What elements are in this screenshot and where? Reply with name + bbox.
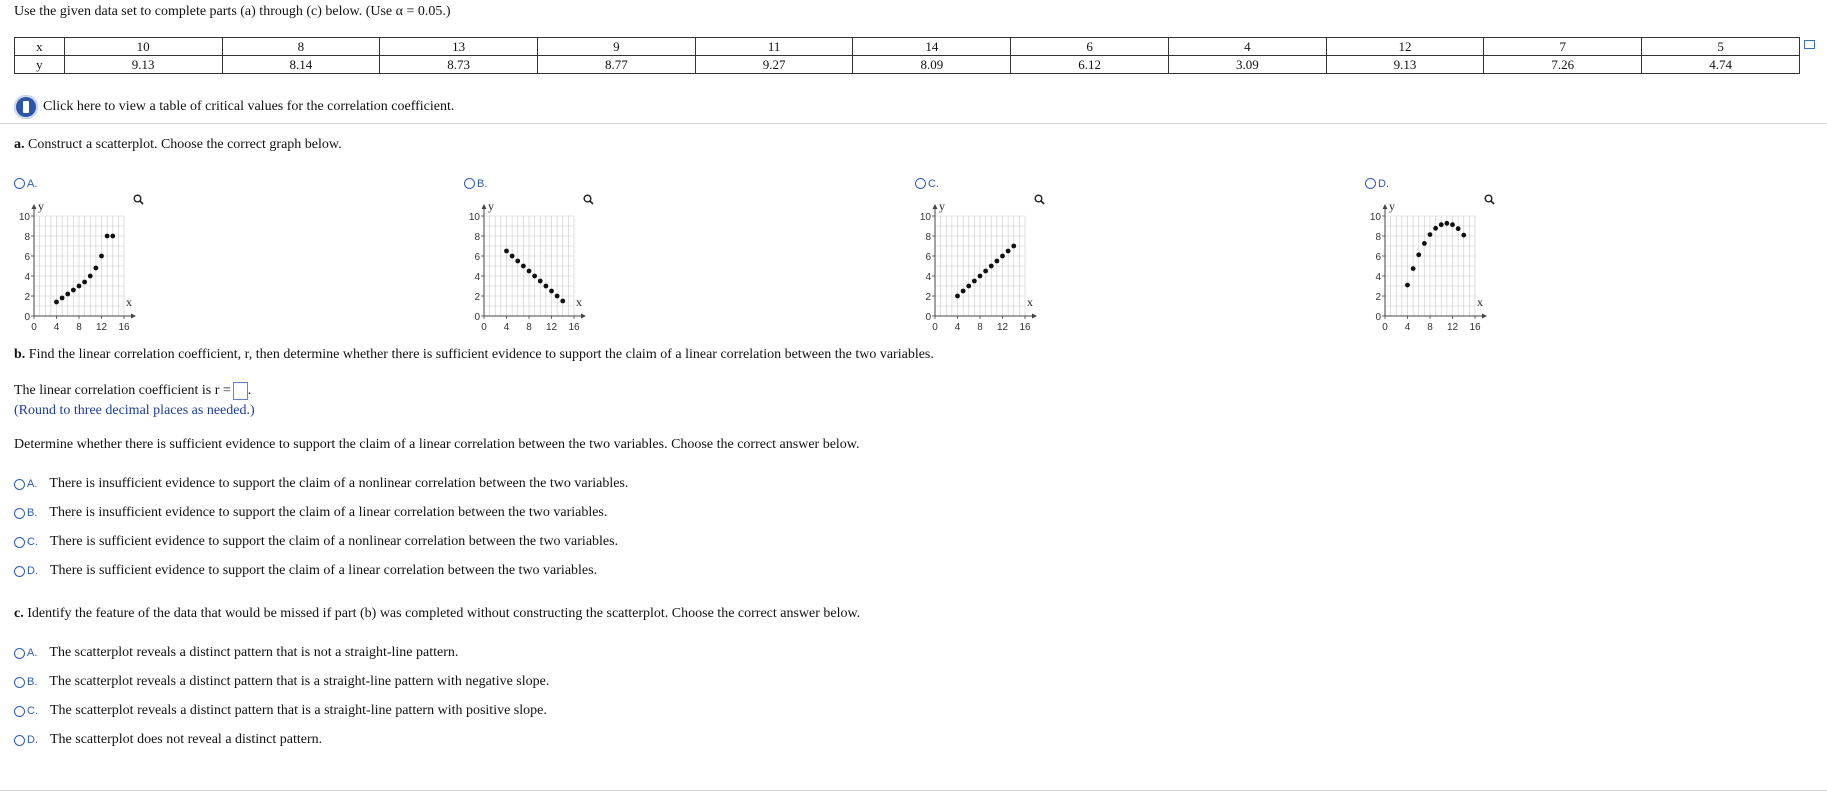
zoom-icon[interactable]: [1484, 194, 1495, 205]
option-text: There is insufficient evidence to support the claim of a linear correlation between the two variables.: [49, 505, 608, 520]
y-tick-label: 8: [925, 232, 931, 243]
part-b-question2: Determine whether there is sufficient evidence to support the claim of a linear correlation between the two variables. Choose the correct answer below.: [14, 437, 860, 452]
x-tick-label: 4: [954, 322, 961, 333]
part-b-option-a[interactable]: [14, 475, 628, 493]
y-axis-arrow: [933, 204, 938, 209]
y-tick-label: 8: [474, 232, 480, 243]
x-axis-label: x: [1027, 295, 1033, 309]
graph-option-b[interactable]: [464, 176, 594, 333]
table-cell: 11: [695, 38, 853, 56]
y-axis-arrow: [32, 204, 37, 209]
radio-button[interactable]: [1365, 178, 1376, 189]
x-axis-arrow: [581, 314, 586, 319]
x-tick-label: 8: [1427, 322, 1433, 333]
table-cell: 8.77: [538, 56, 696, 74]
option-text: The scatterplot reveals a distinct pattern that is a straight-line pattern with negative slope.: [49, 674, 550, 689]
zoom-icon[interactable]: [583, 194, 594, 205]
x-axis-label: x: [126, 295, 132, 309]
data-point: [983, 269, 988, 274]
data-point: [1011, 244, 1016, 249]
y-tick-label: 8: [1375, 232, 1381, 243]
r-prompt-row: The linear correlation coefficient is r = .: [14, 383, 252, 399]
graph-option-a[interactable]: [14, 176, 144, 333]
table-cell: 5: [1642, 38, 1800, 56]
option-text: The scatterplot does not reveal a distinct pattern.: [50, 732, 323, 747]
y-tick-label: 2: [925, 292, 931, 303]
part-b-option-b[interactable]: [14, 504, 607, 522]
option-letter: C.: [27, 705, 38, 717]
bottom-divider: [0, 790, 1827, 791]
part-c-option-c[interactable]: [14, 702, 547, 720]
x-tick-label: 4: [1404, 322, 1411, 333]
radio-button[interactable]: [14, 566, 25, 577]
data-point: [538, 279, 543, 284]
y-tick-label: 4: [925, 272, 931, 283]
data-point: [65, 292, 70, 297]
radio-button[interactable]: [14, 735, 25, 746]
option-text: The scatterplot reveals a distinct pattern that is a straight-line pattern with positive slope.: [50, 703, 547, 718]
data-point: [543, 284, 548, 289]
y-tick-label: 4: [1375, 272, 1381, 283]
popout-table-icon[interactable]: [1804, 40, 1815, 49]
y-tick-label: 10: [18, 212, 30, 223]
x-axis-arrow: [1032, 314, 1037, 319]
data-point: [549, 289, 554, 294]
graph-option-c[interactable]: [915, 176, 1045, 333]
radio-button[interactable]: [14, 479, 25, 490]
table-header-x: x: [15, 38, 65, 56]
data-point: [1450, 222, 1455, 227]
data-point: [955, 294, 960, 299]
part-c-option-d[interactable]: [14, 731, 322, 749]
y-axis-arrow: [482, 204, 487, 209]
table-cell: 8: [222, 38, 380, 56]
y-tick-label: 10: [468, 212, 480, 223]
book-icon[interactable]: [14, 95, 38, 119]
part-b-text: Find the linear correlation coefficient, r, then determine whether there is sufficient evidence to support the claim of a linear correlation between the two variables.: [28, 347, 934, 362]
x-tick-label: 4: [53, 322, 60, 333]
part-b-option-d[interactable]: [14, 562, 597, 580]
part-c-question: [14, 606, 860, 622]
data-point: [972, 279, 977, 284]
y-tick-label: 10: [1369, 212, 1381, 223]
data-point: [60, 296, 65, 301]
data-point: [1439, 222, 1444, 227]
part-c-option-b[interactable]: [14, 673, 549, 691]
data-point: [105, 234, 110, 239]
graph-option-d[interactable]: [1365, 176, 1495, 333]
x-tick-label: 0: [1382, 322, 1388, 333]
y-tick-label: 6: [925, 252, 931, 263]
y-tick-label: 6: [1375, 252, 1381, 263]
x-tick-label: 16: [1469, 322, 1481, 333]
y-tick-label: 0: [474, 312, 480, 323]
table-cell: 3.09: [1168, 56, 1326, 74]
radio-button[interactable]: [14, 677, 25, 688]
y-tick-label: 2: [474, 292, 480, 303]
divider: [0, 123, 1827, 124]
data-point: [527, 269, 532, 274]
y-axis-label: y: [488, 199, 494, 213]
data-point: [54, 300, 59, 305]
table-cell: 4.74: [1642, 56, 1800, 74]
table-header-y: y: [15, 56, 65, 74]
zoom-icon[interactable]: [1034, 194, 1045, 205]
x-tick-label: 16: [1019, 322, 1031, 333]
r-prompt: The linear correlation coefficient is r =: [14, 383, 231, 399]
part-c-option-a[interactable]: [14, 644, 458, 662]
table-cell: 8.73: [380, 56, 538, 74]
part-c-text: Identify the feature of the data that would be missed if part (b) was completed without constructing the scatterplot. Choose the correct answer below.: [27, 606, 861, 621]
part-b-label: b.: [14, 347, 26, 362]
x-tick-label: 16: [568, 322, 580, 333]
option-letter: A.: [27, 647, 38, 659]
y-tick-label: 6: [24, 252, 30, 263]
radio-button[interactable]: [14, 178, 25, 189]
x-axis-arrow: [1482, 314, 1487, 319]
x-tick-label: 8: [977, 322, 983, 333]
x-tick-label: 12: [545, 322, 558, 333]
table-cell: 8.14: [222, 56, 380, 74]
table-cell: 7: [1484, 38, 1642, 56]
option-letter: B.: [477, 177, 488, 190]
round-note: (Round to three decimal places as needed.): [14, 403, 255, 418]
x-tick-label: 16: [118, 322, 130, 333]
scatterplot-a: [10, 194, 150, 334]
table-cell: 13: [380, 38, 538, 56]
x-tick-label: 8: [526, 322, 532, 333]
data-point: [93, 266, 98, 271]
data-point: [1000, 254, 1005, 259]
table-cell: 14: [853, 38, 1011, 56]
table-cell: 7.26: [1484, 56, 1642, 74]
option-letter: A.: [27, 478, 38, 490]
radio-button[interactable]: [14, 706, 25, 717]
data-point: [1456, 226, 1461, 231]
zoom-icon[interactable]: [133, 194, 144, 205]
y-tick-label: 4: [24, 272, 30, 283]
option-text: There is insufficient evidence to support the claim of a nonlinear correlation between the two variables.: [49, 476, 629, 491]
x-tick-label: 0: [481, 322, 487, 333]
option-letter: A.: [27, 177, 38, 190]
scatterplot-d: [1361, 194, 1501, 334]
data-table: [14, 37, 1800, 74]
x-tick-label: 12: [95, 322, 108, 333]
option-text: There is sufficient evidence to support the claim of a nonlinear correlation between the two variables.: [50, 534, 619, 549]
data-point: [994, 259, 999, 264]
data-point: [88, 274, 93, 279]
x-axis-arrow: [131, 314, 136, 319]
radio-button[interactable]: [14, 648, 25, 659]
y-tick-label: 4: [474, 272, 480, 283]
x-axis-label: x: [576, 295, 582, 309]
y-tick-label: 10: [919, 212, 931, 223]
radio-button[interactable]: [14, 508, 25, 519]
data-point: [1006, 249, 1011, 254]
option-letter: C.: [27, 536, 38, 548]
data-point: [978, 274, 983, 279]
data-point: [77, 284, 82, 289]
data-point: [961, 289, 966, 294]
table-cell: 9: [538, 38, 696, 56]
scatterplot-c: [911, 194, 1051, 334]
data-point: [71, 288, 76, 293]
y-axis-label: y: [939, 199, 945, 213]
table-cell: 12: [1326, 38, 1484, 56]
data-point: [1416, 252, 1421, 257]
x-tick-label: 4: [503, 322, 510, 333]
y-tick-label: 0: [1375, 312, 1381, 323]
data-point: [515, 259, 520, 264]
radio-button[interactable]: [915, 178, 926, 189]
x-tick-label: 0: [31, 322, 37, 333]
table-row-x: [15, 38, 1800, 56]
data-point: [82, 280, 87, 285]
table-cell: 9.13: [1326, 56, 1484, 74]
data-point: [1428, 232, 1433, 237]
data-point: [1461, 233, 1466, 238]
y-tick-label: 0: [925, 312, 931, 323]
table-cell: 8.09: [853, 56, 1011, 74]
option-letter: D.: [27, 565, 38, 577]
data-point: [555, 294, 560, 299]
x-tick-label: 12: [1446, 322, 1459, 333]
table-row-y: [15, 56, 1800, 74]
data-point: [1433, 226, 1438, 231]
data-point: [1405, 283, 1410, 288]
y-tick-label: 6: [474, 252, 480, 263]
data-point: [989, 264, 994, 269]
option-letter: D.: [1378, 177, 1389, 190]
data-point: [1422, 241, 1427, 246]
y-tick-label: 2: [1375, 292, 1381, 303]
x-tick-label: 12: [996, 322, 1009, 333]
data-point: [504, 249, 509, 254]
data-point: [966, 284, 971, 289]
y-axis-arrow: [1383, 204, 1388, 209]
reference-link-row[interactable]: [14, 95, 454, 119]
part-a-text: Construct a scatterplot. Choose the correct graph below.: [28, 137, 342, 152]
y-axis-label: y: [1389, 199, 1395, 213]
data-point: [560, 299, 565, 304]
option-letter: B.: [27, 507, 38, 519]
table-cell: 9.13: [64, 56, 222, 74]
part-a-question: [14, 137, 342, 153]
question-prompt: Use the given data set to complete parts (a) through (c) below. (Use α = 0.05.): [14, 4, 451, 19]
part-b-option-c[interactable]: [14, 533, 618, 551]
option-letter: B.: [27, 676, 38, 688]
data-point: [1411, 266, 1416, 271]
r-answer-input[interactable]: [233, 382, 248, 400]
y-tick-label: 0: [24, 312, 30, 323]
data-point: [99, 254, 104, 259]
data-point: [110, 234, 115, 239]
x-axis-label: x: [1477, 295, 1483, 309]
critical-values-link[interactable]: Click here to view a table of critical values for the correlation coefficient.: [43, 99, 455, 114]
x-tick-label: 0: [932, 322, 938, 333]
table-cell: 6.12: [1011, 56, 1169, 74]
table-cell: 6: [1011, 38, 1169, 56]
data-point: [1444, 221, 1449, 226]
data-point: [521, 264, 526, 269]
option-text: There is sufficient evidence to support the claim of a linear correlation between the two variables.: [50, 563, 598, 578]
table-cell: 10: [64, 38, 222, 56]
option-letter: D.: [27, 734, 38, 746]
part-c-label: c.: [14, 606, 24, 621]
x-tick-label: 8: [76, 322, 82, 333]
part-b-question: [14, 347, 934, 363]
radio-button[interactable]: [464, 178, 475, 189]
option-letter: C.: [928, 177, 939, 190]
option-text: The scatterplot reveals a distinct pattern that is not a straight-line pattern.: [49, 645, 459, 660]
scatterplot-b: [460, 194, 600, 334]
data-point: [532, 274, 537, 279]
y-tick-label: 2: [24, 292, 30, 303]
table-cell: 9.27: [695, 56, 853, 74]
radio-button[interactable]: [14, 537, 25, 548]
y-axis-label: y: [38, 199, 44, 213]
data-point: [510, 254, 515, 259]
part-a-label: a.: [14, 137, 25, 152]
table-cell: 4: [1168, 38, 1326, 56]
y-tick-label: 8: [24, 232, 30, 243]
